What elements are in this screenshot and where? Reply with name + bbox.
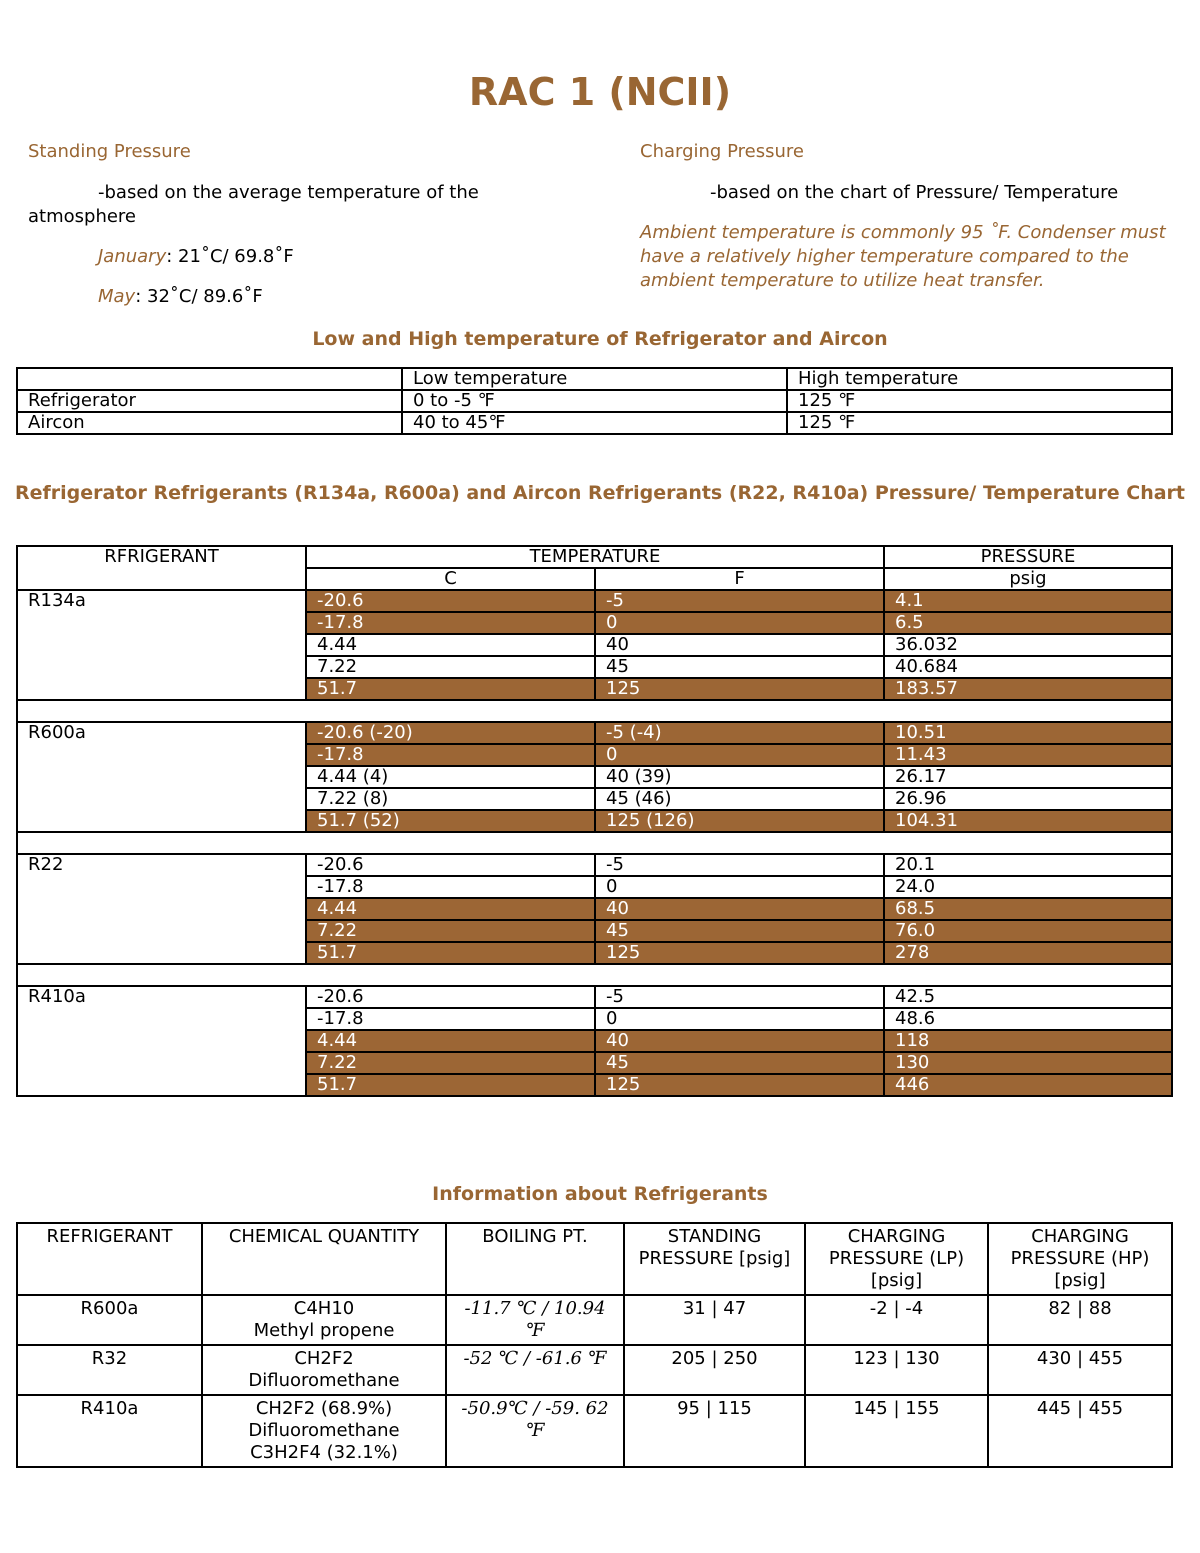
header-temperature: TEMPERATURE bbox=[306, 546, 884, 568]
chemical-cell bbox=[202, 1295, 446, 1345]
charging-lp-cell: 145 | 155 bbox=[805, 1395, 988, 1467]
ambient-note: Ambient temperature is commonly 95 ˚F. Condenser must have a relatively higher temperature compared to the ambient temperature to utilize heat transfer. bbox=[640, 222, 1166, 291]
month-value: : 21˚C/ 69.8˚F bbox=[166, 246, 294, 267]
table-header-cell: CHEMICAL QUANTITY bbox=[202, 1223, 446, 1295]
info-title: Information about Refrigerants bbox=[432, 1183, 768, 1205]
temp-c-cell: -20.6 bbox=[306, 854, 595, 876]
table-row bbox=[17, 854, 1172, 876]
charging-hp-cell: 82 | 88 bbox=[988, 1295, 1172, 1345]
temp-f-cell: 125 bbox=[595, 942, 884, 964]
charging-pressure-section bbox=[640, 140, 1180, 293]
temp-c-cell: 7.22 bbox=[306, 1052, 595, 1074]
spacer-cell bbox=[17, 700, 1172, 722]
spacer-cell bbox=[17, 832, 1172, 854]
table-row bbox=[17, 986, 1172, 1008]
temp-f-cell: 45 bbox=[595, 1052, 884, 1074]
charging-pressure-desc: -based on the chart of Pressure/ Temperature bbox=[710, 182, 1119, 203]
pressure-cell: 6.5 bbox=[884, 612, 1172, 634]
pressure-cell: 48.6 bbox=[884, 1008, 1172, 1030]
info-table bbox=[16, 1222, 1173, 1468]
pressure-cell: 26.17 bbox=[884, 766, 1172, 788]
header-f: F bbox=[595, 568, 884, 590]
pressure-cell: 36.032 bbox=[884, 634, 1172, 656]
temp-c-cell: 51.7 (52) bbox=[306, 810, 595, 832]
temp-c-cell: 51.7 bbox=[306, 942, 595, 964]
table-header-cell: CHARGING PRESSURE (HP) [psig] bbox=[988, 1223, 1172, 1295]
temp-c-cell: 7.22 (8) bbox=[306, 788, 595, 810]
temp-c-cell: 51.7 bbox=[306, 1074, 595, 1096]
table-row bbox=[17, 546, 1172, 568]
table-cell bbox=[17, 368, 402, 390]
month-name: January bbox=[98, 246, 167, 267]
temp-c-cell: 4.44 (4) bbox=[306, 766, 595, 788]
chemical-line: C3H2F4 (32.1%) bbox=[250, 1442, 398, 1463]
temp-f-cell: 40 bbox=[595, 1030, 884, 1052]
charging-hp-cell: 445 | 455 bbox=[988, 1395, 1172, 1467]
pressure-cell: 10.51 bbox=[884, 722, 1172, 744]
pressure-cell: 26.96 bbox=[884, 788, 1172, 810]
month-may bbox=[28, 285, 588, 309]
header-pressure: PRESSURE bbox=[884, 546, 1172, 568]
pt-chart-title: Refrigerator Refrigerants (R134a, R600a) and Aircon Refrigerants (R22, R410a) Pressure/ Temperature Chart bbox=[14, 482, 1186, 504]
pressure-cell: 11.43 bbox=[884, 744, 1172, 766]
table-cell: 40 to 45℉ bbox=[402, 412, 787, 434]
temp-f-cell: 45 (46) bbox=[595, 788, 884, 810]
standing-pressure-heading: Standing Pressure bbox=[28, 141, 191, 162]
table-row bbox=[17, 722, 1172, 744]
temp-c-cell: 7.22 bbox=[306, 656, 595, 678]
month-value: : 32˚C/ 89.6˚F bbox=[135, 286, 263, 307]
header-psig: psig bbox=[884, 568, 1172, 590]
table-cell: 0 to -5 ℉ bbox=[402, 390, 787, 412]
chemical-cell bbox=[202, 1345, 446, 1395]
temp-f-cell: 45 bbox=[595, 656, 884, 678]
temp-f-cell: -5 bbox=[595, 986, 884, 1008]
table-header-cell: REFRIGERANT bbox=[17, 1223, 202, 1295]
standing-pressure-desc: -based on the average temperature of the atmosphere bbox=[28, 182, 479, 227]
pressure-cell: 104.31 bbox=[884, 810, 1172, 832]
boiling-point-cell: -52 ℃ / -61.6 ℉ bbox=[446, 1345, 624, 1395]
refrigerant-name: R134a bbox=[17, 590, 306, 700]
pressure-cell: 20.1 bbox=[884, 854, 1172, 876]
refrigerant-cell: R410a bbox=[17, 1395, 202, 1467]
temp-f-cell: 0 bbox=[595, 876, 884, 898]
table-row bbox=[17, 1223, 1172, 1295]
pt-chart-body bbox=[17, 590, 1172, 1096]
pressure-cell: 40.684 bbox=[884, 656, 1172, 678]
temp-f-cell: 40 bbox=[595, 634, 884, 656]
temp-f-cell: 40 (39) bbox=[595, 766, 884, 788]
pt-chart-table bbox=[16, 545, 1173, 1097]
charging-lp-cell: -2 | -4 bbox=[805, 1295, 988, 1345]
info-body bbox=[17, 1295, 1172, 1467]
temp-c-cell: -17.8 bbox=[306, 744, 595, 766]
charging-lp-cell: 123 | 130 bbox=[805, 1345, 988, 1395]
temp-f-cell: 125 (126) bbox=[595, 810, 884, 832]
table-cell: High temperature bbox=[787, 368, 1172, 390]
chemical-line: Methyl propene bbox=[253, 1320, 395, 1341]
temp-c-cell: 4.44 bbox=[306, 1030, 595, 1052]
table-header-cell: CHARGING PRESSURE (LP) [psig] bbox=[805, 1223, 988, 1295]
refrigerant-name: R22 bbox=[17, 854, 306, 964]
table-row bbox=[17, 390, 1172, 412]
standing-pressure-cell: 31 | 47 bbox=[624, 1295, 805, 1345]
table-row bbox=[17, 590, 1172, 612]
pressure-cell: 278 bbox=[884, 942, 1172, 964]
temp-f-cell: 125 bbox=[595, 1074, 884, 1096]
chemical-line: Difluoromethane bbox=[248, 1420, 400, 1441]
temp-c-cell: -20.6 bbox=[306, 986, 595, 1008]
refrigerant-name: R410a bbox=[17, 986, 306, 1096]
refrigerant-cell: R32 bbox=[17, 1345, 202, 1395]
table-row bbox=[17, 1345, 1172, 1395]
pressure-cell: 183.57 bbox=[884, 678, 1172, 700]
table-row bbox=[17, 1395, 1172, 1467]
temp-c-cell: 7.22 bbox=[306, 920, 595, 942]
group-spacer-row bbox=[17, 964, 1172, 986]
table-cell: 125 ℉ bbox=[787, 390, 1172, 412]
temp-f-cell: -5 bbox=[595, 590, 884, 612]
pressure-cell: 118 bbox=[884, 1030, 1172, 1052]
group-spacer-row bbox=[17, 832, 1172, 854]
spacer-cell bbox=[17, 964, 1172, 986]
temp-c-cell: -20.6 bbox=[306, 590, 595, 612]
lowhigh-table bbox=[16, 367, 1173, 435]
refrigerant-name: R600a bbox=[17, 722, 306, 832]
boiling-point-cell: -11.7 ℃ / 10.94 ℉ bbox=[446, 1295, 624, 1345]
temp-c-cell: -17.8 bbox=[306, 1008, 595, 1030]
table-cell: Refrigerator bbox=[17, 390, 402, 412]
header-refrigerant: RFRIGERANT bbox=[17, 546, 306, 590]
temp-f-cell: 125 bbox=[595, 678, 884, 700]
standing-pressure-section bbox=[28, 140, 588, 309]
chemical-cell bbox=[202, 1395, 446, 1467]
table-row bbox=[17, 368, 1172, 390]
page-title: RAC 1 (NCII) bbox=[468, 70, 732, 114]
temp-c-cell: -20.6 (-20) bbox=[306, 722, 595, 744]
temp-f-cell: -5 (-4) bbox=[595, 722, 884, 744]
pressure-cell: 76.0 bbox=[884, 920, 1172, 942]
table-header-cell: BOILING PT. bbox=[446, 1223, 624, 1295]
temp-c-cell: -17.8 bbox=[306, 876, 595, 898]
chemical-line: C4H10 bbox=[293, 1298, 355, 1319]
charging-hp-cell: 430 | 455 bbox=[988, 1345, 1172, 1395]
pressure-cell: 24.0 bbox=[884, 876, 1172, 898]
chemical-line: Difluoromethane bbox=[248, 1370, 400, 1391]
temp-c-cell: 4.44 bbox=[306, 898, 595, 920]
boiling-point-cell: -50.9℃ / -59. 62 ℉ bbox=[446, 1395, 624, 1467]
temp-f-cell: -5 bbox=[595, 854, 884, 876]
table-header-cell: STANDING PRESSURE [psig] bbox=[624, 1223, 805, 1295]
pressure-cell: 42.5 bbox=[884, 986, 1172, 1008]
standing-pressure-cell: 95 | 115 bbox=[624, 1395, 805, 1467]
temp-f-cell: 0 bbox=[595, 744, 884, 766]
pressure-cell: 4.1 bbox=[884, 590, 1172, 612]
lowhigh-title: Low and High temperature of Refrigerator and Aircon bbox=[312, 328, 888, 350]
pressure-cell: 68.5 bbox=[884, 898, 1172, 920]
table-row bbox=[17, 1295, 1172, 1345]
temp-f-cell: 0 bbox=[595, 612, 884, 634]
month-name: May bbox=[98, 286, 136, 307]
standing-pressure-cell: 205 | 250 bbox=[624, 1345, 805, 1395]
month-january bbox=[28, 245, 588, 269]
header-c: C bbox=[306, 568, 595, 590]
charging-pressure-heading: Charging Pressure bbox=[640, 141, 804, 162]
table-row bbox=[17, 412, 1172, 434]
temp-c-cell: -17.8 bbox=[306, 612, 595, 634]
temp-f-cell: 40 bbox=[595, 898, 884, 920]
pressure-cell: 130 bbox=[884, 1052, 1172, 1074]
temp-c-cell: 4.44 bbox=[306, 634, 595, 656]
table-cell: 125 ℉ bbox=[787, 412, 1172, 434]
temp-f-cell: 45 bbox=[595, 920, 884, 942]
temp-c-cell: 51.7 bbox=[306, 678, 595, 700]
refrigerant-cell: R600a bbox=[17, 1295, 202, 1345]
chemical-line: CH2F2 bbox=[294, 1348, 354, 1369]
table-cell: Low temperature bbox=[402, 368, 787, 390]
chemical-line: CH2F2 (68.9%) bbox=[255, 1398, 393, 1419]
temp-f-cell: 0 bbox=[595, 1008, 884, 1030]
pressure-cell: 446 bbox=[884, 1074, 1172, 1096]
group-spacer-row bbox=[17, 700, 1172, 722]
table-cell: Aircon bbox=[17, 412, 402, 434]
